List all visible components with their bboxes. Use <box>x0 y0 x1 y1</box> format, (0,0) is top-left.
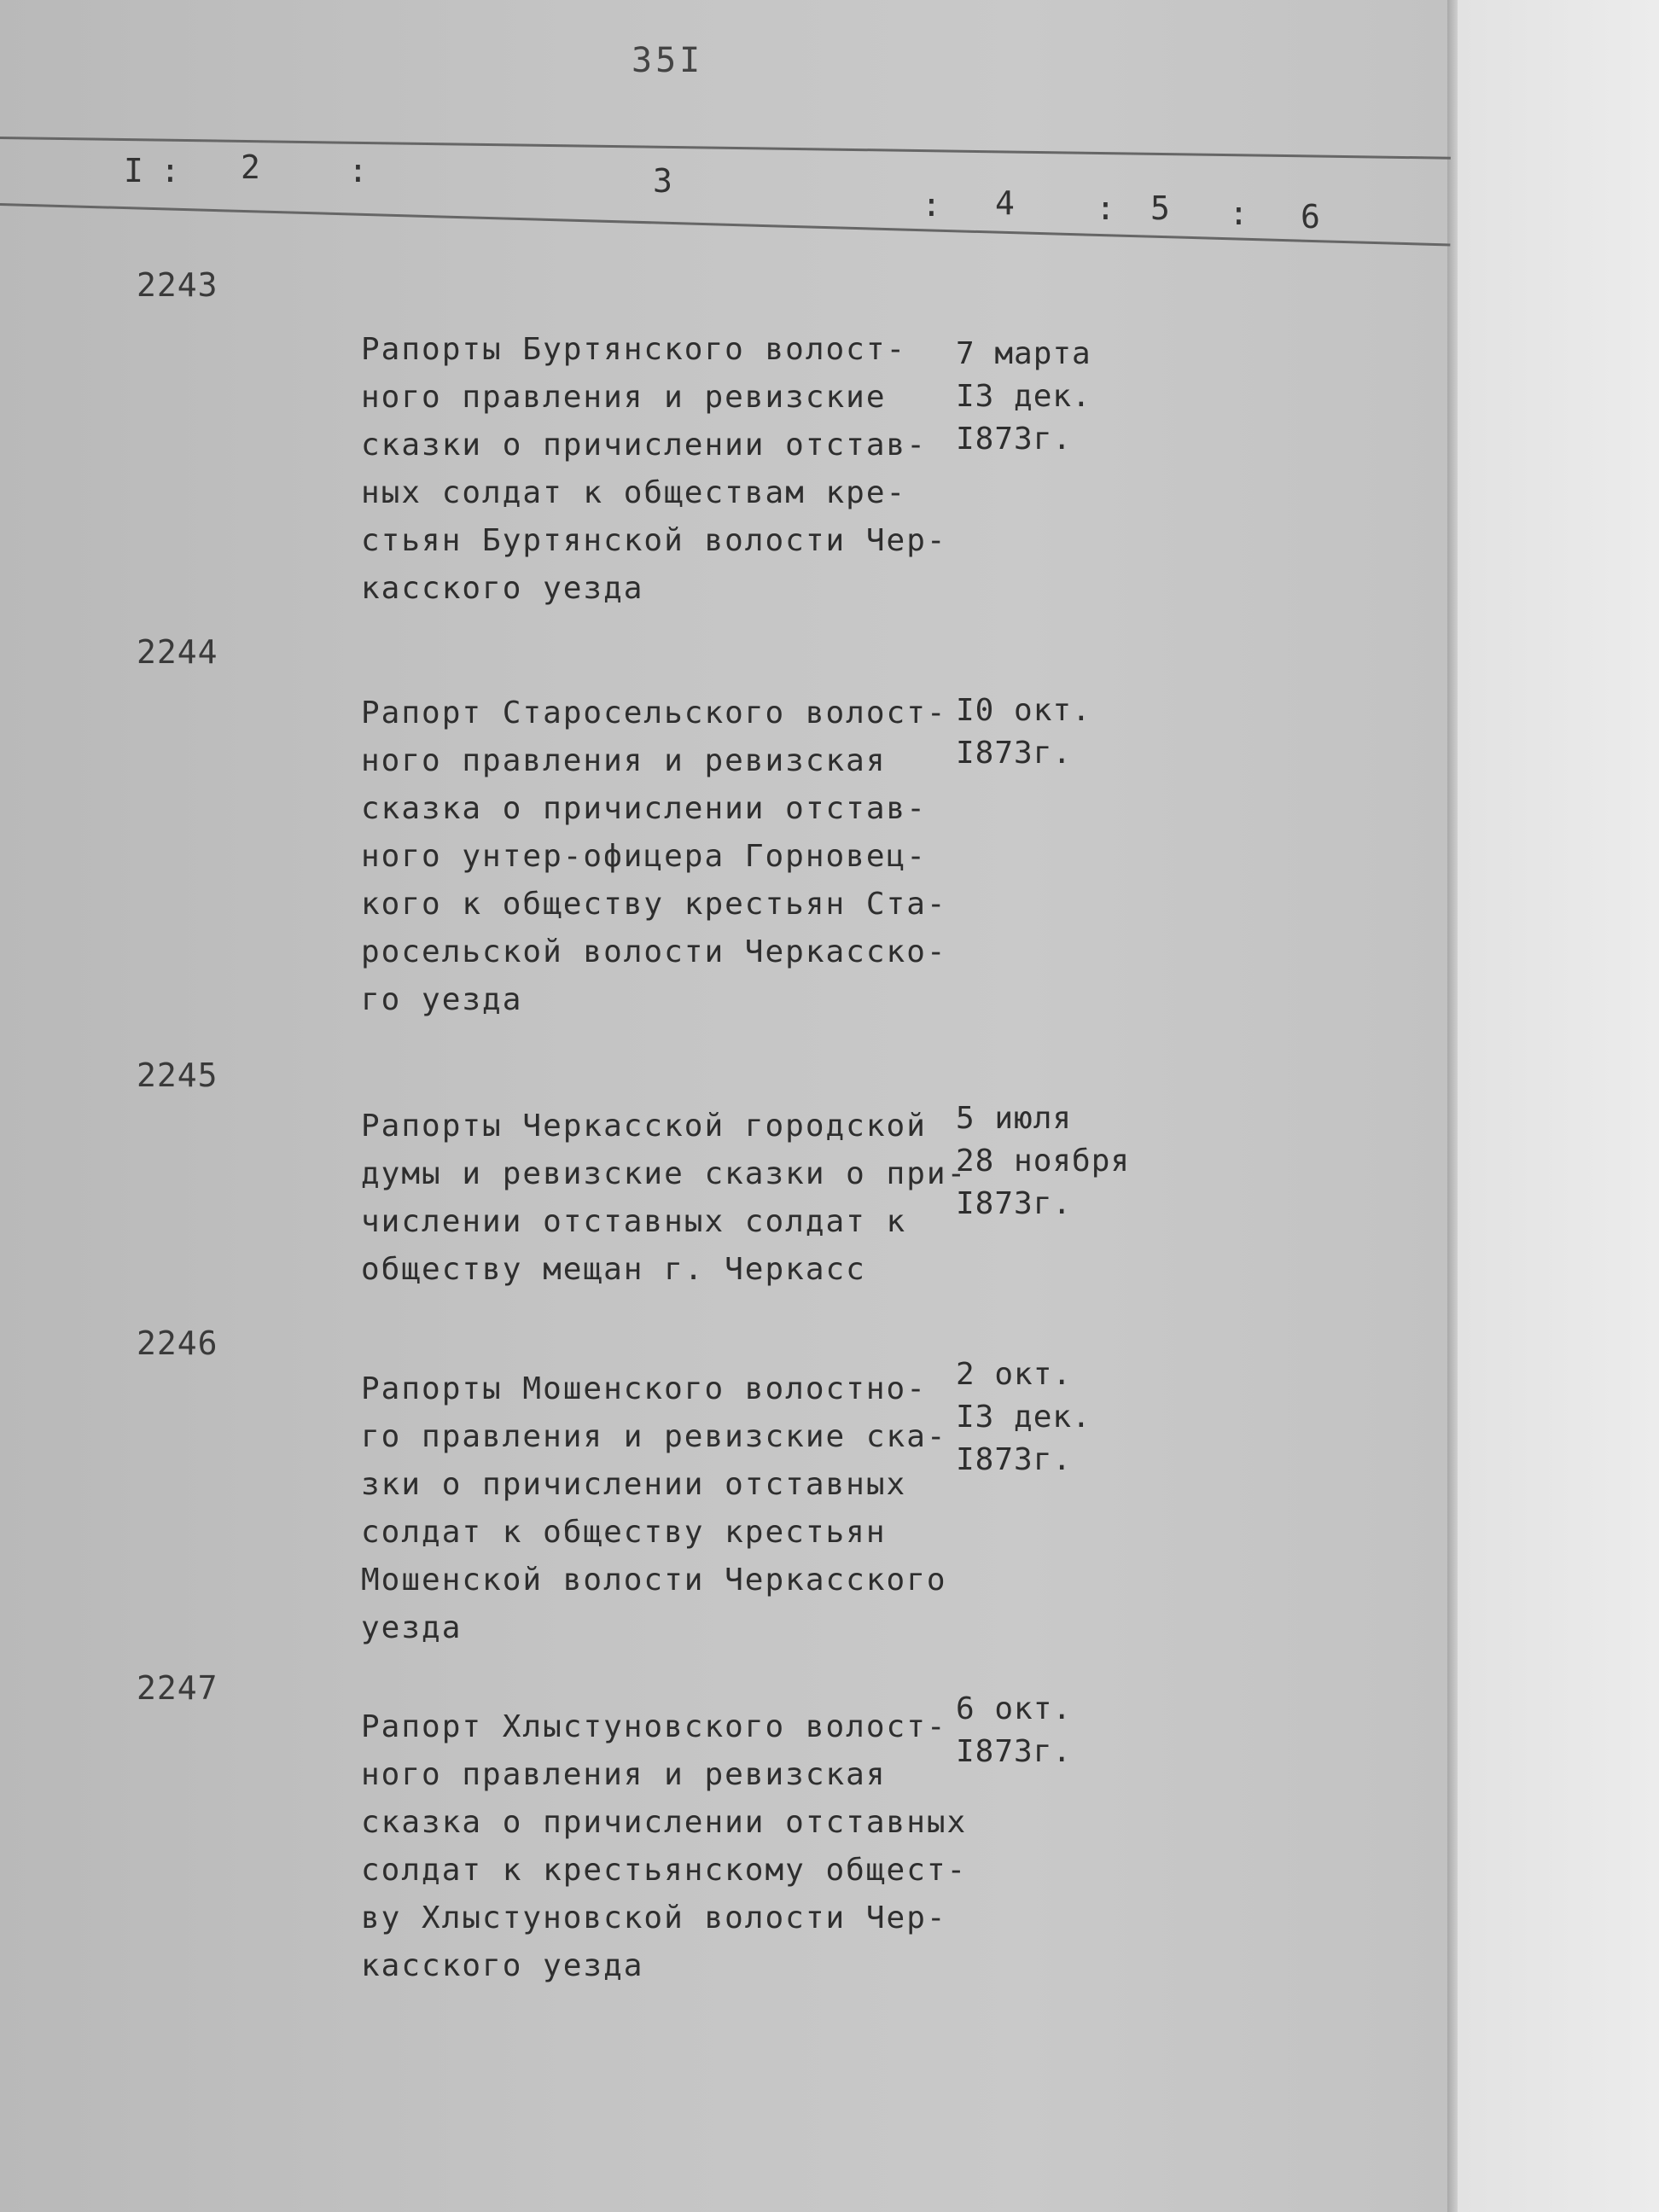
column-header-2: 2 <box>241 148 260 186</box>
entry-title-line: стьян Буртянской волости Чер- <box>361 523 947 558</box>
entry-date-line: I873г. <box>956 1442 1073 1477</box>
entry-date-line: I873г. <box>956 1734 1073 1769</box>
entry-date-line: I873г. <box>956 736 1073 771</box>
column-separator: : <box>1229 195 1249 232</box>
entry-title <box>361 1055 967 1294</box>
entry-number: 2243 <box>137 266 218 304</box>
entry-title-line: Рапорты Черкасской городской <box>361 1109 927 1144</box>
entry-title-line: зки о причислении отставных <box>361 1467 907 1502</box>
entry-date-line: I3 дек. <box>956 1400 1091 1435</box>
entry-date-line: 6 окт. <box>956 1691 1073 1726</box>
entry-date-line: 2 окт. <box>956 1357 1073 1392</box>
entry-title-line: ного правления и ревизская <box>361 1757 887 1792</box>
column-header-6: 6 <box>1301 198 1320 236</box>
entry-title-line: ных солдат к обществам кре- <box>361 475 907 510</box>
entry-title-line: касского уезда <box>361 571 644 606</box>
page-edge-shadow <box>1447 0 1458 2212</box>
entry-title-line: ного правления и ревизские <box>361 380 887 415</box>
entry-date-line: I0 окт. <box>956 693 1091 728</box>
entry-title <box>361 278 947 613</box>
entry-title-line: Рапорты Буртянского волост- <box>361 332 907 367</box>
entry-dates <box>956 1645 1072 1773</box>
entry-title-line: Рапорты Мошенского волостно- <box>361 1371 927 1406</box>
page-number: 35I <box>632 41 704 80</box>
background-margin <box>1458 0 1659 2212</box>
entry-title-line: солдат к крестьянскому общест- <box>361 1853 968 1888</box>
entry-title-line: Рапорт Старосельского волост- <box>361 696 947 731</box>
entry-title-line: го правления и ревизские ска- <box>361 1419 947 1454</box>
entry-title <box>361 1656 967 1990</box>
column-separator: : <box>348 152 368 189</box>
column-separator: : <box>922 186 941 224</box>
column-header-3: 3 <box>653 162 672 200</box>
entry-title-line: уезда <box>361 1610 463 1645</box>
entry-date-line: I873г. <box>956 1186 1073 1221</box>
entry-title-line: ву Хлыстуновской волости Чер- <box>361 1901 947 1936</box>
entry-date-line: 28 ноября <box>956 1144 1131 1179</box>
entry-dates <box>956 647 1091 775</box>
entry-title-line: касского уезда <box>361 1948 644 1983</box>
entry-title-line: росельской волости Черкасско- <box>361 934 947 969</box>
entry-number: 2244 <box>137 633 218 671</box>
entry-title-line: сказка о причислении отставных <box>361 1805 968 1840</box>
entry-dates <box>956 1055 1130 1225</box>
column-separator: : <box>160 152 180 189</box>
entry-title-line: солдат к обществу крестьян <box>361 1515 887 1550</box>
entry-title <box>361 642 947 1024</box>
entry-number: 2246 <box>137 1324 218 1362</box>
column-header-1: I <box>124 152 143 189</box>
entry-title-line: обществу мещан г. Черкасс <box>361 1252 866 1287</box>
entry-title-line: сказки о причислении отстав- <box>361 428 927 463</box>
entry-title-line: кого к обществу крестьян Ста- <box>361 887 947 922</box>
entry-dates <box>956 1311 1091 1481</box>
entry-title-line: Мошенской волости Черкасского <box>361 1563 947 1598</box>
entry-title-line: ного унтер-офицера Горновец- <box>361 839 927 874</box>
entry-date-line: 7 марта <box>956 336 1091 371</box>
entry-number: 2245 <box>137 1057 218 1094</box>
entry-title-line: го уезда <box>361 982 523 1017</box>
entry-title-line: ного правления и ревизская <box>361 743 887 778</box>
entry-title-line: Рапорт Хлыстуновского волост- <box>361 1709 947 1744</box>
entry-date-line: 5 июля <box>956 1101 1073 1136</box>
entry-number: 2247 <box>137 1669 218 1707</box>
entry-title-line: думы и ревизские сказки о при- <box>361 1156 968 1191</box>
entry-date-line: I3 дек. <box>956 379 1091 414</box>
entry-title <box>361 1318 947 1652</box>
entry-title-line: сказка о причислении отстав- <box>361 791 927 826</box>
entry-date-line: I873г. <box>956 422 1073 457</box>
column-separator: : <box>1096 189 1115 227</box>
column-header-4: 4 <box>995 184 1015 222</box>
entry-dates <box>956 290 1091 461</box>
column-header-5: 5 <box>1150 189 1170 227</box>
entry-title-line: числении отставных солдат к <box>361 1204 907 1239</box>
